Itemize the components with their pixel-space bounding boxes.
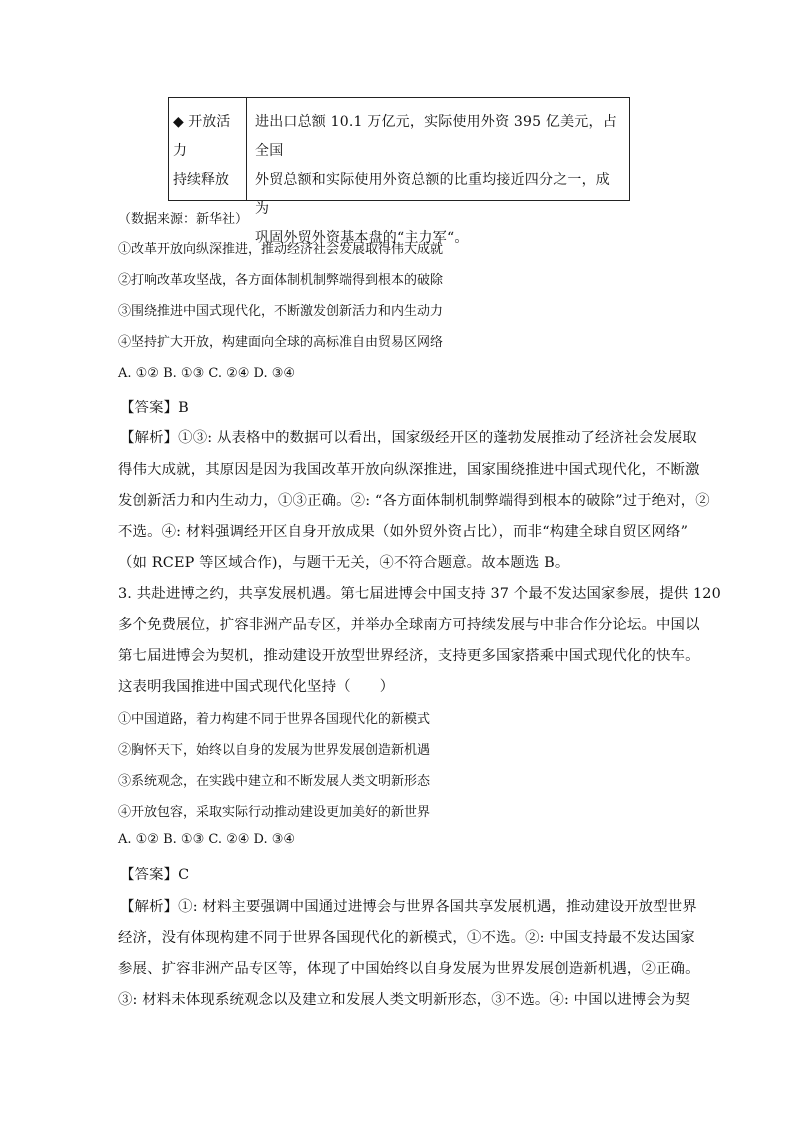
table-right-line: 外贸总额和实际使用外资总额的比重均接近四分之一，成为 xyxy=(255,172,610,217)
q2-analysis-line: （如 RCEP 等区域合作)，与题干无关，④不符合题意。故本题选 B。 xyxy=(118,555,570,571)
table-left-line: 力 xyxy=(173,143,187,159)
q3-answer: 【答案】C xyxy=(120,867,190,883)
q2-analysis-line: 发创新活力和内生动力，①③正确。②: “各方面体制机制弊端得到根本的破除”过于绝对，② xyxy=(118,493,710,509)
q3-stem-line: 多个免费展位，扩容非洲产品专区，并举办全球南方可持续发展与中非合作分论坛。中国以 xyxy=(118,617,700,633)
q3-choices: A. ①② B. ①③ C. ②④ D. ③④ xyxy=(118,832,296,847)
q3-analysis-line: 【解析】①: 材料主要强调中国通过进博会与世界各国共享发展机遇，推动建设开放型世界 xyxy=(120,899,697,915)
table-left-cell xyxy=(169,98,247,200)
table-right-cell xyxy=(247,98,629,246)
table-left-line: ◆ 开放活 xyxy=(173,114,231,130)
q2-option-4: ④坚持扩大开放，构建面向全球的高标准自由贸易区网络 xyxy=(118,335,444,350)
q3-stem-line: 3. 共赴进博之约，共享发展机遇。第七届进博会中国支持 37 个最不发达国家参展，提供 120 xyxy=(118,586,721,602)
q3-option-4: ④开放包容，采取实际行动推动建设更加美好的新世界 xyxy=(118,805,431,820)
q2-analysis-line: 得伟大成就，其原因是因为我国改革开放向纵深推进，国家围绕推进中国式现代化，不断激 xyxy=(118,462,700,478)
table-right-line: 进出口总额 10.1 万亿元，实际使用外资 395 亿美元，占全国 xyxy=(255,114,617,159)
q2-choices: A. ①② B. ①③ C. ②④ D. ③④ xyxy=(118,366,296,381)
q3-option-2: ②胸怀天下，始终以自身的发展为世界发展创造新机遇 xyxy=(118,743,431,758)
q3-stem-line: 第七届进博会为契机，推动建设开放型世界经济，支持更多国家搭乘中国式现代化的快车。 xyxy=(118,648,700,664)
q3-analysis-line: ③: 材料未体现系统观念以及建立和发展人类文明新形态，③不选。④: 中国以进博会为契 xyxy=(118,992,690,1008)
q3-option-3: ③系统观念，在实践中建立和不断发展人类文明新形态 xyxy=(118,774,431,789)
q2-analysis-line: 不选。④: 材料强调经开区自身开放成果（如外贸外资占比），而非“构建全球自贸区网络” xyxy=(118,524,689,540)
q2-option-1: ①改革开放向纵深推进，推动经济社会发展取得伟大成就 xyxy=(118,242,444,257)
table-right-line: 巩固外贸外资基本盘的“主力军“。 xyxy=(255,230,469,246)
q3-stem-line: 这表明我国推进中国式现代化坚持（ ） xyxy=(118,679,395,695)
q3-analysis-line: 参展、扩容非洲产品专区等，体现了中国始终以自身发展为世界发展创造新机遇，②正确。 xyxy=(118,961,700,977)
q2-analysis-line: 【解析】①③: 从表格中的数据可以看出，国家级经开区的蓬勃发展推动了经济社会发展取 xyxy=(120,430,697,446)
q2-option-2: ②打响改革攻坚战，各方面体制机制弊端得到根本的破除 xyxy=(118,273,444,288)
q2-answer: 【答案】B xyxy=(120,400,189,416)
q2-option-3: ③围绕推进中国式现代化，不断激发创新活力和内生动力 xyxy=(118,304,444,319)
q3-analysis-line: 经济，没有体现构建不同于世界各国现代化的新模式，①不选。②: 中国支持最不发达国家 xyxy=(118,930,695,946)
q3-option-1: ①中国道路，着力构建不同于世界各国现代化的新模式 xyxy=(118,712,431,727)
table-left-line: 持续释放 xyxy=(173,172,229,188)
data-source: （数据来源：新华社） xyxy=(118,212,249,227)
